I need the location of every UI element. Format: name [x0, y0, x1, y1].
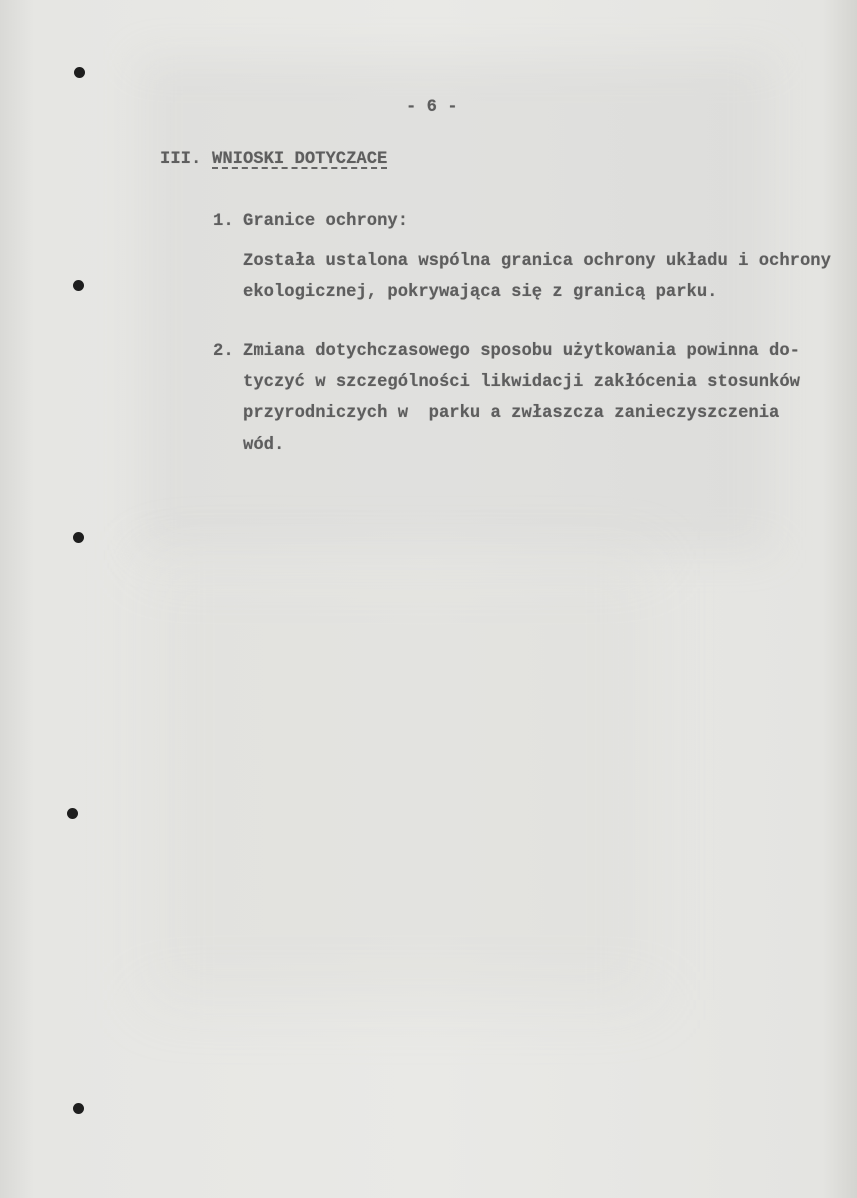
item-2-line: Zmiana dotychczasowego sposobu użytkowania powinna do-	[243, 342, 800, 361]
item-1-line: Została ustalona wspólna granica ochrony układu i ochrony	[243, 252, 831, 271]
item-2-line: wód.	[243, 436, 285, 455]
item-2-number: 2.	[213, 342, 234, 361]
paper-shading	[140, 60, 770, 550]
page-number: - 6 -	[406, 98, 458, 117]
item-2-line: przyrodniczych w parku a zwłaszcza zanieczyszczenia	[243, 404, 780, 423]
section-numeral: III.	[160, 150, 202, 169]
item-1-heading: Granice ochrony:	[243, 212, 409, 231]
item-1-number: 1.	[213, 212, 234, 231]
punch-hole	[67, 808, 78, 819]
section-title: WNIOSKI DOTYCZACE	[212, 150, 388, 169]
punch-hole	[73, 1103, 84, 1114]
punch-hole	[73, 532, 84, 543]
paper-shading	[150, 560, 650, 1000]
punch-hole	[74, 67, 85, 78]
item-2-line: tyczyć w szczególności likwidacji zakłócenia stosunków	[243, 373, 800, 392]
punch-hole	[73, 280, 84, 291]
item-1-line: ekologicznej, pokrywająca się z granicą parku.	[243, 283, 718, 302]
